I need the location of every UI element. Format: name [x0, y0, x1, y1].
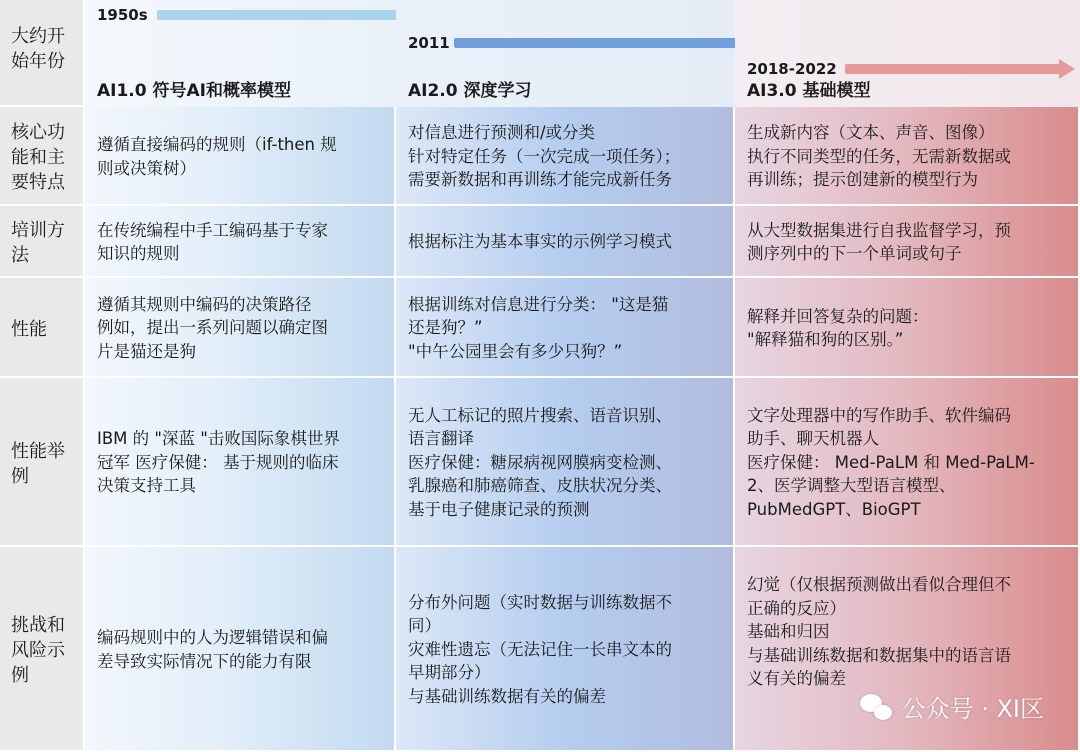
performance-ai1-cell	[85, 278, 396, 378]
performance-ai3-text: 解释并回答复杂的问题： "解释猫和狗的区别。”	[747, 306, 929, 349]
row-label-examples-text: 性能举 例	[11, 440, 65, 487]
features-ai3-text: 生成新内容（文本、声音、图像） 执行不同类型的任务，无需新数据或 再训练；提示创建新的模型行为	[747, 123, 1011, 190]
risks-ai2-cell	[396, 547, 735, 752]
header-ai2	[396, 0, 735, 107]
year-ai1: 1950s	[97, 6, 148, 24]
watermark	[860, 689, 1044, 724]
features-ai2-text: 对信息进行预测和/或分类 针对特定任务（一次完成一项任务）； 需要新数据和再训练才能完成新任务	[408, 123, 681, 190]
examples-ai2-text: 无人工标记的照片搜索、语音识别、 语言翻译 医疗保健：糖尿病视网膜病变检测、 乳腺癌和肺癌筛查、皮肤状况分类、 基于电子健康记录的预测	[408, 405, 672, 519]
timeline-arrow-ai3	[845, 64, 1061, 74]
row-label-year	[0, 0, 85, 107]
risks-ai3-text: 幻觉（仅根据预测做出看似合理但不 正确的反应） 基础和归因 与基础训练数据和数据集中的语言语 义有关的偏差	[747, 575, 1011, 688]
performance-ai3-cell	[735, 278, 1080, 378]
examples-ai3-text: 文字处理器中的写作助手、软件编码 助手、聊天机器人 医疗保健： Med-PaLM 和 Med-PaLM- 2、医学调整大型语言模型、 PubMedGPT、BioGPT	[747, 405, 1035, 519]
header-ai1	[85, 0, 396, 107]
era-title-ai1: AI1.0 符号AI和概率模型	[97, 81, 291, 101]
era-title-ai3: AI3.0 基础模型	[747, 81, 871, 101]
year-ai3: 2018-2022	[747, 60, 837, 78]
risks-ai2-text: 分布外问题（实时数据与训练数据不 同） 灾难性遗忘（无法记住一长串文本的 早期部分） 与基础训练数据有关的偏差	[408, 592, 672, 706]
header-ai3	[735, 0, 1080, 107]
training-ai2-cell	[396, 206, 735, 278]
era-title-ai2: AI2.0 深度学习	[408, 81, 532, 101]
row-label-risks-text: 挑战和 风险示 例	[11, 615, 65, 686]
examples-ai1-cell	[85, 378, 396, 547]
row-label-examples	[0, 378, 85, 547]
examples-ai1-text: IBM 的 "深蓝 "击败国际象棋世界 冠军 医疗保健： 基于规则的临床 决策支持工具	[97, 429, 340, 496]
risks-ai1-cell	[85, 547, 396, 752]
row-label-training	[0, 206, 85, 278]
row-label-performance	[0, 278, 85, 378]
examples-ai3-cell	[735, 378, 1080, 547]
features-ai2-cell	[396, 107, 735, 206]
features-ai3-cell	[735, 107, 1080, 206]
training-ai1-text: 在传统编程中手工编码基于专家 知识的规则	[97, 220, 328, 263]
training-ai3-text: 从大型数据集进行自我监督学习，预 测序列中的下一个单词或句子	[747, 220, 1011, 263]
performance-ai2-text: 根据训练对信息进行分类： "这是猫 还是狗？” "中午公园里会有多少只狗？”	[408, 294, 669, 361]
row-label-training-text: 培训方 法	[11, 220, 65, 266]
features-ai1-text: 遵循直接编码的规则（if-then 规 则或决策树）	[97, 135, 337, 178]
features-ai1-cell	[85, 107, 396, 206]
row-label-features	[0, 107, 85, 206]
watermark-text: 公众号 · XI区	[901, 695, 1044, 723]
row-label-risks	[0, 547, 85, 752]
examples-ai2-cell	[396, 378, 735, 547]
performance-ai2-cell	[396, 278, 735, 378]
risks-ai1-text: 编码规则中的人为逻辑错误和偏 差导致实际情况下的能力有限	[97, 628, 328, 671]
training-ai1-cell	[85, 206, 396, 278]
row-label-year-text: 大约开 始年份	[11, 26, 65, 72]
performance-ai1-text: 遵循其规则中编码的决策路径 例如，提出一系列问题以确定图 片是猫还是狗	[97, 294, 328, 361]
training-ai3-cell	[735, 206, 1080, 278]
year-ai2: 2011	[408, 34, 450, 52]
training-ai2-text: 根据标注为基本事实的示例学习模式	[408, 232, 672, 252]
row-label-performance-text: 性能	[11, 318, 47, 340]
row-label-features-text: 核心功 能和主 要特点	[11, 122, 65, 193]
wechat-icon	[860, 692, 894, 722]
